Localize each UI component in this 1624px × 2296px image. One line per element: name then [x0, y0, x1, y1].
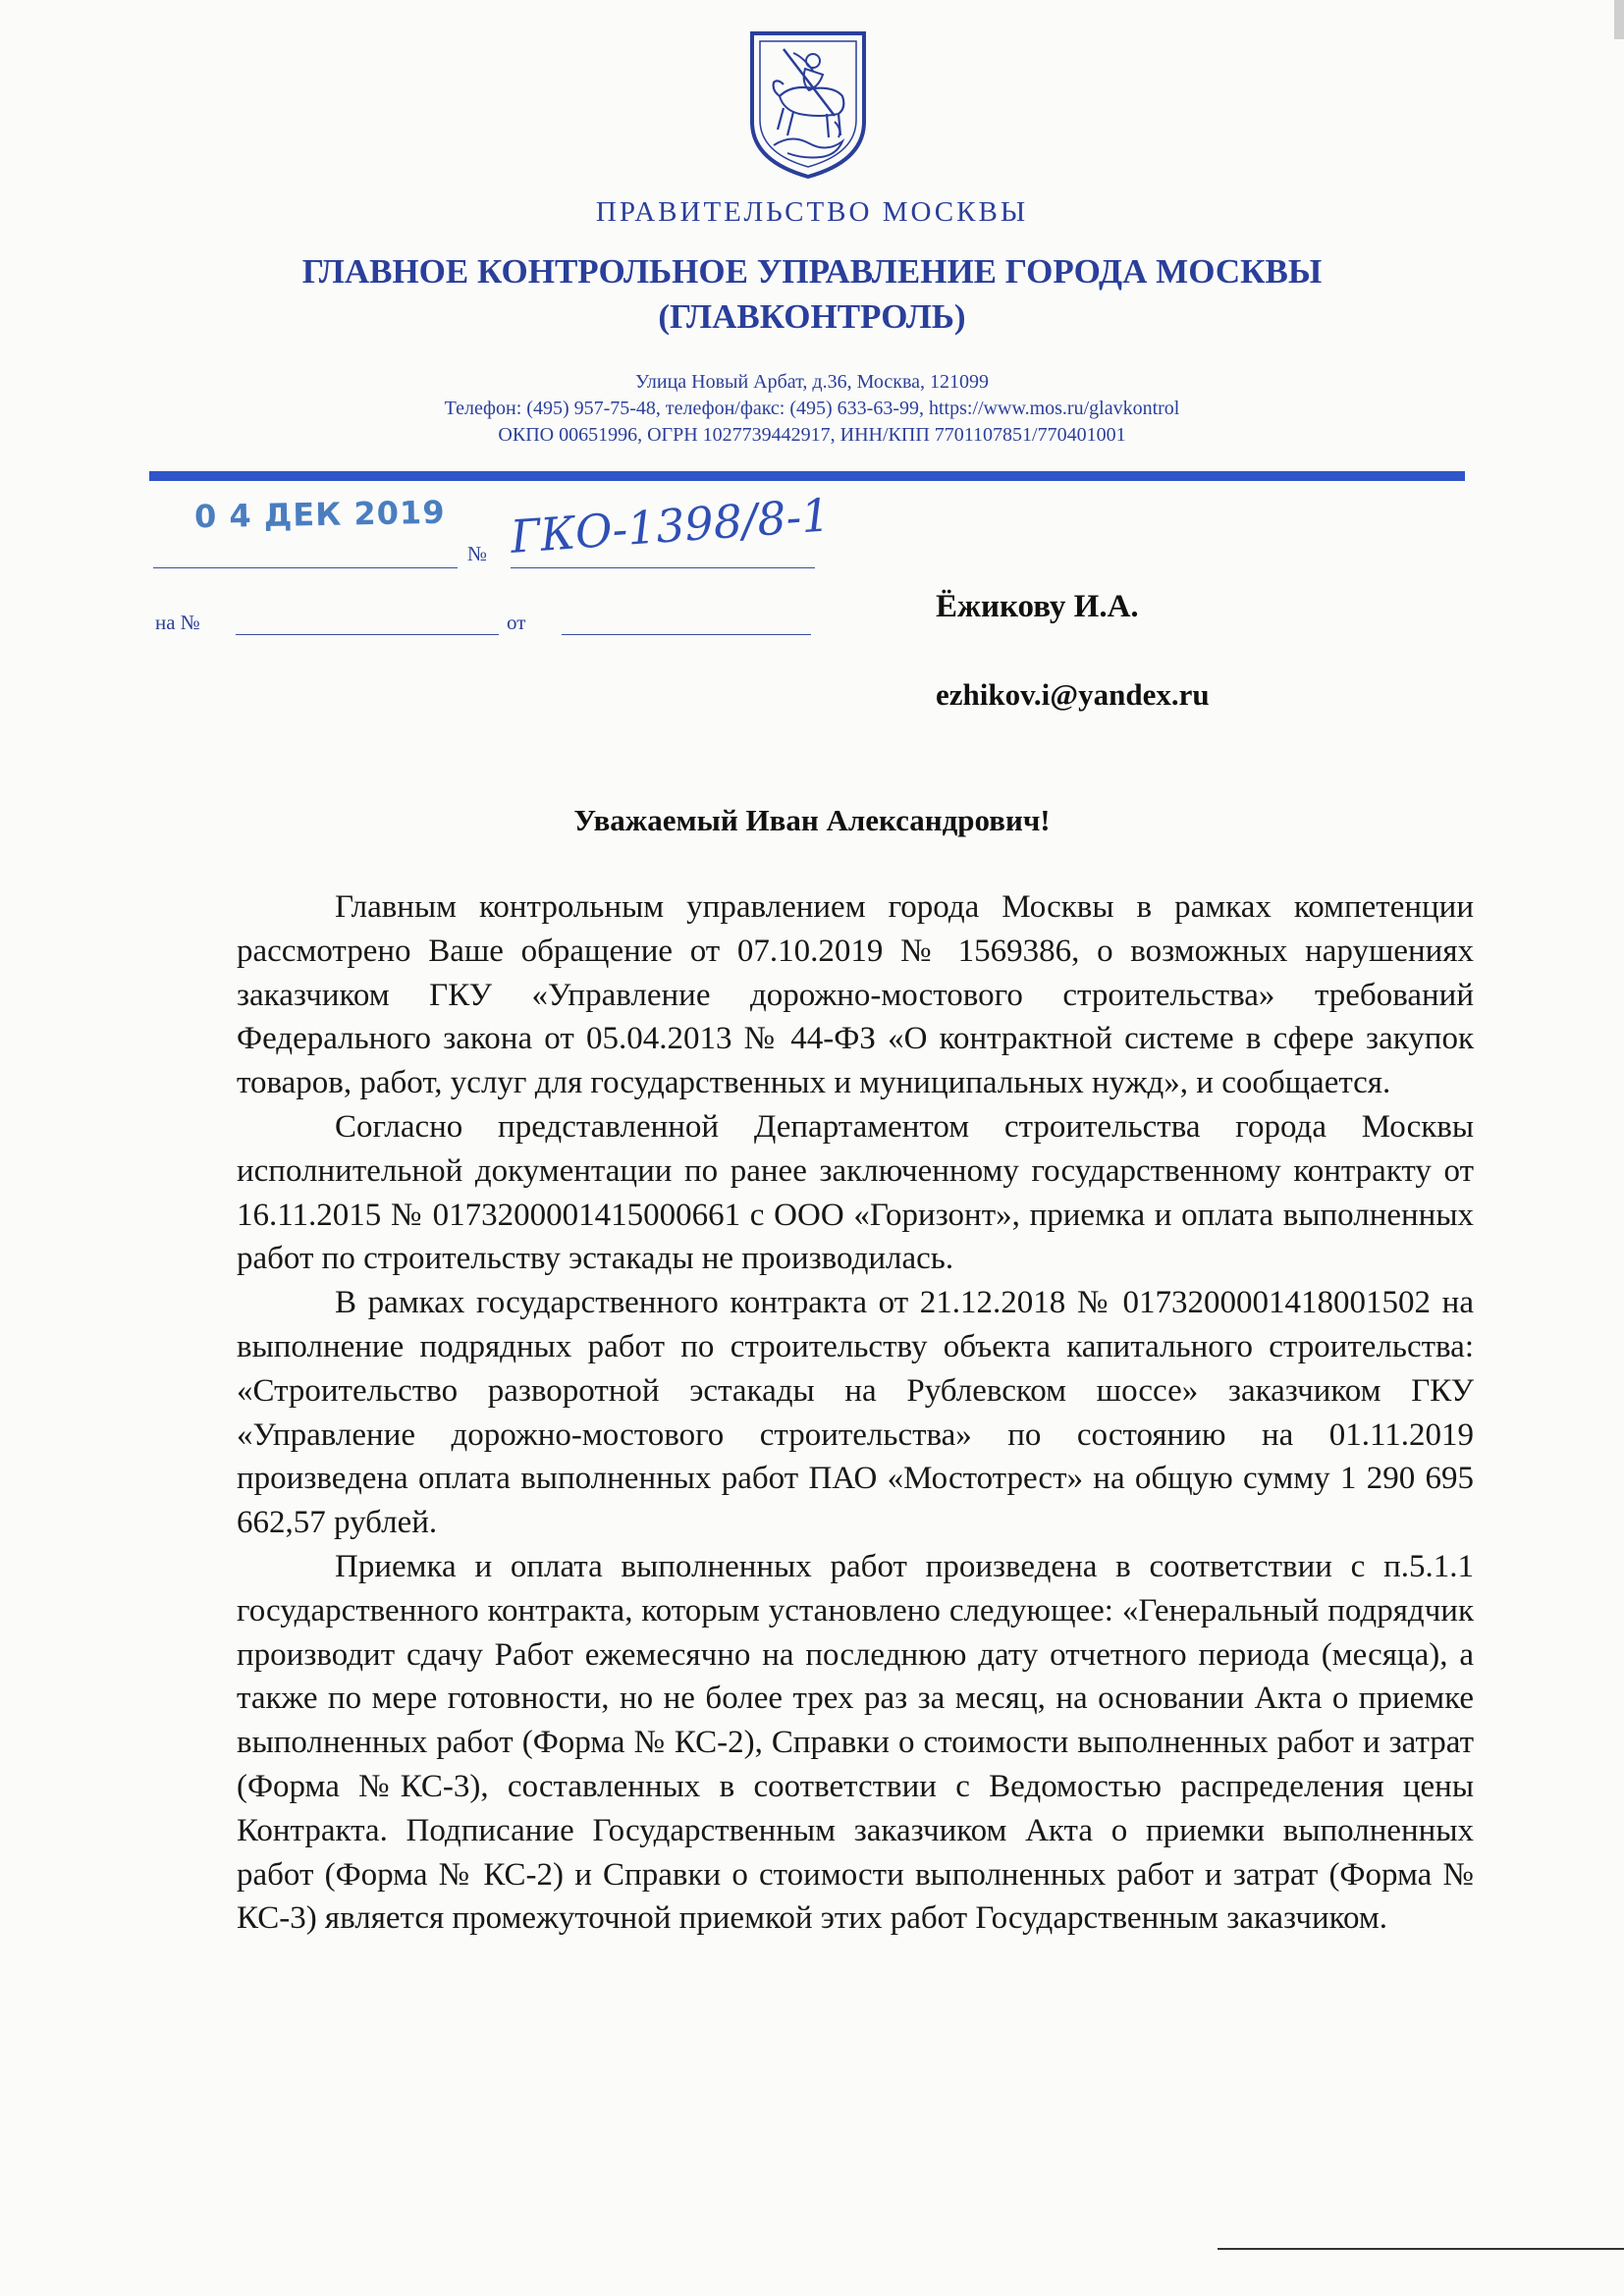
organization-address: Улица Новый Арбат, д.36, Москва, 121099 — [634, 371, 990, 393]
outgoing-number-handwritten: ГКО-1398/8-1 — [509, 488, 833, 563]
date-stamp: 0 4 ДЕК 2019 — [193, 493, 446, 536]
addressee-email: ezhikov.i@yandex.ru — [936, 677, 1210, 712]
scan-edge-line — [1218, 2248, 1624, 2250]
reference-number-label: на № — [155, 611, 200, 634]
reference-number-line — [236, 634, 499, 635]
letter-body — [237, 885, 1474, 1941]
government-title: ПРАВИТЕЛЬСТВО МОСКВЫ — [595, 196, 1029, 228]
moscow-coat-of-arms-icon — [744, 27, 872, 181]
organization-contacts — [0, 369, 1624, 449]
body-paragraph: Согласно представленной Департаментом строительства города Москвы исполнительной документации по ранее заключенному государственному контракту от 16.11.2015 № 0173200001415000661 с ООО «Горизонт», приемка и оплата выполненных работ по строительству эстакады не производилась. — [237, 1108, 1474, 1277]
salutation: Уважаемый Иван Александрович! — [573, 803, 1051, 837]
body-paragraph: Приемка и оплата выполненных работ произведена в соответствии с п.5.1.1 государственного контракта, которым установлено следующее: «Генеральный подрядчик производит сдачу Работ ежемесячно на последнюю дату отчетного периода (месяца), а также по мере готовности, но не более трех раз за месяц, на основании Акта о приемке выполненных работ (Форма № КС-2), Справки о стоимости выполненных работ и затрат (Форма №КС-3), составленных в соответствии с Ведомостью распределения цены Контракта. Подписание Государственным заказчиком Акта о приемки выполненных работ (Форма № КС-2) и Справки о стоимости выполненных работ и затрат (Форма № КС-3) является промежуточной приемкой этих работ Государственным заказчиком. — [237, 1548, 1474, 1937]
scan-edge-shadow — [1614, 0, 1624, 39]
organization-name-line1: ГЛАВНОЕ КОНТРОЛЬНОЕ УПРАВЛЕНИЕ ГОРОДА МОСКВЫ — [301, 252, 1323, 291]
organization-name-line2: (ГЛАВКОНТРОЛЬ) — [658, 297, 966, 336]
number-label: № — [467, 542, 488, 565]
organization-requisites: ОКПО 00651996, ОГРН 1027739442917, ИНН/КПП 7701107851/770401001 — [498, 424, 1126, 446]
body-paragraph: В рамках государственного контракта от 21.12.2018 № 0173200001418001502 на выполнение подрядных работ по строительству объекта капитального строительства: «Строительство разворотной эстакады на Рублевском шоссе» заказчиком ГКУ «Управление дорожно-мостового строительства» по состоянию на 01.11.2019 произведена оплата выполненных работ ПАО «Мостотрест» на общую сумму 1 290 695 662,57 рублей. — [237, 1285, 1474, 1541]
organization-name — [0, 249, 1624, 340]
reference-date-line — [562, 634, 811, 635]
body-paragraph: Главным контрольным управлением города Москвы в рамках компетенции рассмотрено Ваше обращение от 07.10.2019 № 1569386, о возможных нарушениях заказчиком ГКУ «Управление дорожно-мостового строительства» требований Федерального закона от 05.04.2013 № 44-ФЗ «О контрактной системе в сфере закупок товаров, работ, услуг для государственных и муниципальных нужд», и сообщается. — [237, 889, 1474, 1101]
number-field-line — [511, 567, 815, 568]
date-field-line — [153, 567, 458, 568]
organization-phones: Телефон: (495) 957-75-48, телефон/факс: (495) 633-63-99, https://www.mos.ru/glavkontrol — [444, 398, 1180, 419]
addressee-name: Ёжикову И.А. — [936, 589, 1139, 624]
reference-date-label: от — [507, 611, 526, 634]
header-divider — [149, 471, 1465, 481]
